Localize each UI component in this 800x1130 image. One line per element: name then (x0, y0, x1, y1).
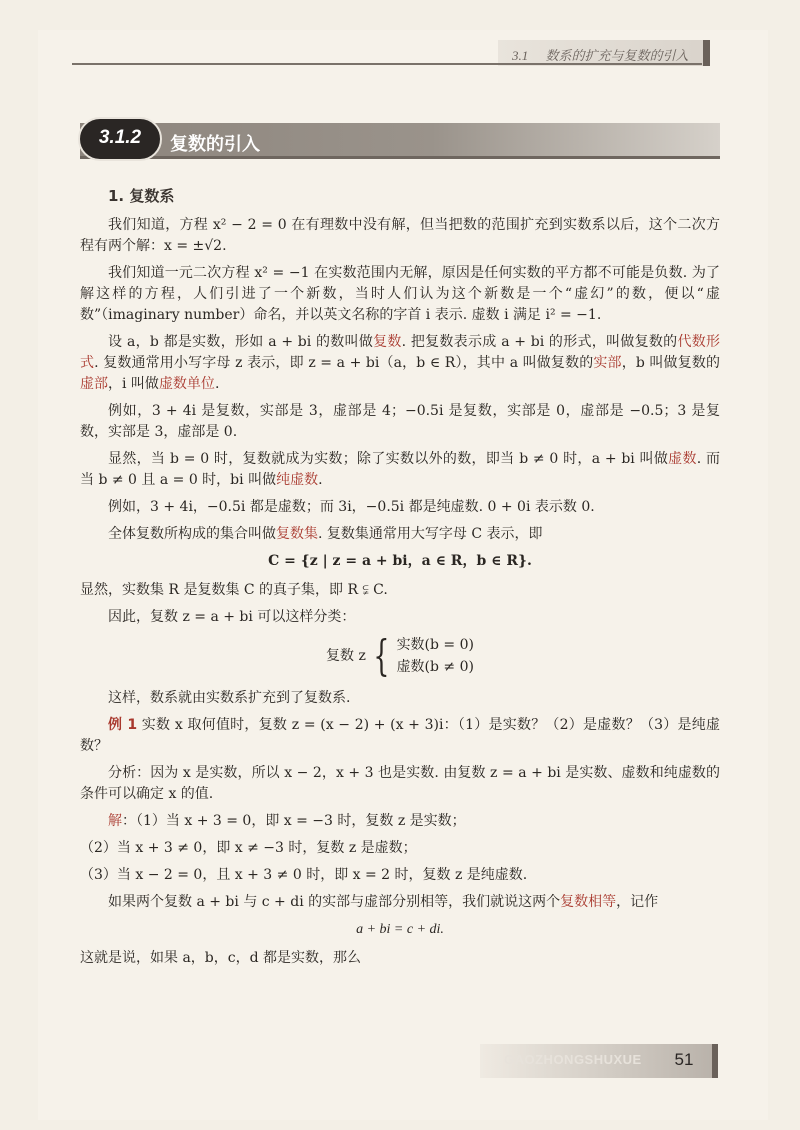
paragraph-12: 这就是说，如果 a，b，c，d 都是实数，那么 (80, 950, 362, 966)
classification (80, 631, 720, 680)
solution-1-text: ：（1）当 x + 3 = 0，即 x = −3 时，复数 z 是实数； (122, 813, 466, 829)
example-1 (80, 715, 720, 757)
solution-label: 解 (108, 813, 122, 829)
solution-1 (80, 811, 720, 832)
text-run: 设 a，b 都是实数，形如 a + bi 的数叫做 (108, 334, 374, 350)
paragraph-5 (80, 449, 720, 491)
paragraph-2: 我们知道一元二次方程 x² = −1 在实数范围内无解，原因是任何实数的平方都不可能是负数. 为了解这样的方程，人们引进了一个新数，当时人们认为这个新数是一个“虚幻”的数，便以“虚数”（imaginary number）命名，并以英文名称的字首 i 表示. 虚数 i 满足 i² = −1. (80, 265, 720, 323)
solution-2: （2）当 x + 3 ≠ 0，即 x ≠ −3 时，复数 z 是虚数； (80, 840, 417, 856)
set-formula: C = {z | z = a + bi，a ∈ R，b ∈ R}. (268, 553, 532, 569)
text-run: ，b 叫做复数的 (621, 355, 721, 371)
paragraph-9: 因此，复数 z = a + bi 可以这样分类： (108, 609, 356, 625)
example-label: 例 1 (108, 717, 138, 733)
header-section-title: 数系的扩充与复数的引入 (545, 48, 689, 63)
footer-series-text: GAOZHONGSHUXUE (504, 1052, 642, 1067)
paragraph-11 (80, 892, 720, 913)
branch-real: 实数(b = 0) (396, 637, 474, 653)
classification-branches (397, 634, 474, 678)
paragraph-3 (80, 332, 720, 395)
term-real-part: 实部 (593, 355, 622, 371)
text-run: . 复数集通常用大写字母 C 表示，即 (318, 526, 543, 542)
term-complex-number: 复数 (373, 334, 402, 350)
text-run: ，记作 (616, 894, 659, 910)
paragraph-8: 显然，实数集 R 是复数集 C 的真子集，即 R ⫋ C. (80, 582, 388, 598)
text-run: . (214, 376, 220, 392)
text-run: 全体复数所构成的集合叫做 (108, 526, 276, 542)
term-complex-set: 复数集 (276, 526, 318, 542)
text-run: 如果两个复数 a + bi 与 c + di 的实部与虚部分别相等，我们就说这两个 (108, 894, 561, 910)
example-text: 实数 x 取何值时，复数 z = (x − 2) + (x + 3)i：（1）是实数？（2）是虚数？（3）是纯虚数？ (80, 717, 720, 754)
paragraph-6: 例如，3 + 4i，−0.5i 都是虚数；而 3i，−0.5i 都是纯虚数. 0 + 0i 表示数 0. (108, 499, 595, 515)
text-run: ，i 叫做 (108, 376, 159, 392)
section-badge: 3.1.2 (78, 117, 162, 161)
equality-formula: a + bi = c + di. (356, 922, 444, 937)
paragraph-7 (80, 524, 720, 545)
text-run: . 而当 b ≠ 0 且 a = 0 时，bi 叫做 (80, 451, 720, 488)
term-complex-equal: 复数相等 (560, 894, 617, 910)
header-rule (72, 63, 702, 65)
text-run: 显然，当 b = 0 时，复数就成为实数；除了实数以外的数，即当 b ≠ 0 时，a + bi 叫做 (108, 451, 669, 467)
paragraph-10: 这样，数系就由实数系扩充到了复数系. (108, 690, 351, 706)
term-pure-imaginary: 纯虚数 (276, 472, 319, 488)
text-run: . 复数通常用小写字母 z 表示，即 z = a + bi（a，b ∈ R），其中 a 叫做复数的 (94, 355, 594, 371)
branch-imaginary: 虚数(b ≠ 0) (396, 659, 474, 675)
header-accent-bar (703, 40, 710, 66)
footer-accent-bar (712, 1044, 718, 1078)
term-algebraic-form: 代数形式 (80, 334, 721, 371)
paragraph-1: 我们知道，方程 x² − 2 = 0 在有理数中没有解，但当把数的范围扩充到实数系以后，这个二次方程有两个解：x = ±√2. (80, 217, 720, 254)
page-number: 51 (674, 1050, 694, 1069)
term-imaginary-unit: 虚数单位 (158, 376, 215, 392)
paragraph-4: 例如，3 + 4i 是复数，实部是 3，虚部是 4；−0.5i 是复数，实部是 0，虚部是 −0.5；3 是复数，实部是 3，虚部是 0. (80, 403, 720, 440)
brace-icon: { (373, 631, 390, 680)
text-run: . 把复数表示成 a + bi 的形式，叫做复数的 (401, 334, 678, 350)
text-run: . (318, 472, 323, 488)
subsection-title: 1. 复数系 (108, 187, 175, 205)
header-section-number: 3.1 (512, 48, 529, 63)
term-imaginary-number: 虚数 (668, 451, 697, 467)
term-imaginary-part: 虚部 (80, 376, 108, 392)
analysis: 分析：因为 x 是实数，所以 x − 2，x + 3 也是实数. 由复数 z = a + bi 是实数、虚数和纯虚数的条件可以确定 x 的值. (80, 765, 720, 802)
solution-3: （3）当 x − 2 = 0，且 x + 3 ≠ 0 时，即 x = 2 时，复数 z 是纯虚数. (80, 867, 528, 883)
section-title: 复数的引入 (170, 134, 260, 155)
main-content (80, 186, 720, 975)
classification-label: 复数 z (326, 647, 366, 664)
